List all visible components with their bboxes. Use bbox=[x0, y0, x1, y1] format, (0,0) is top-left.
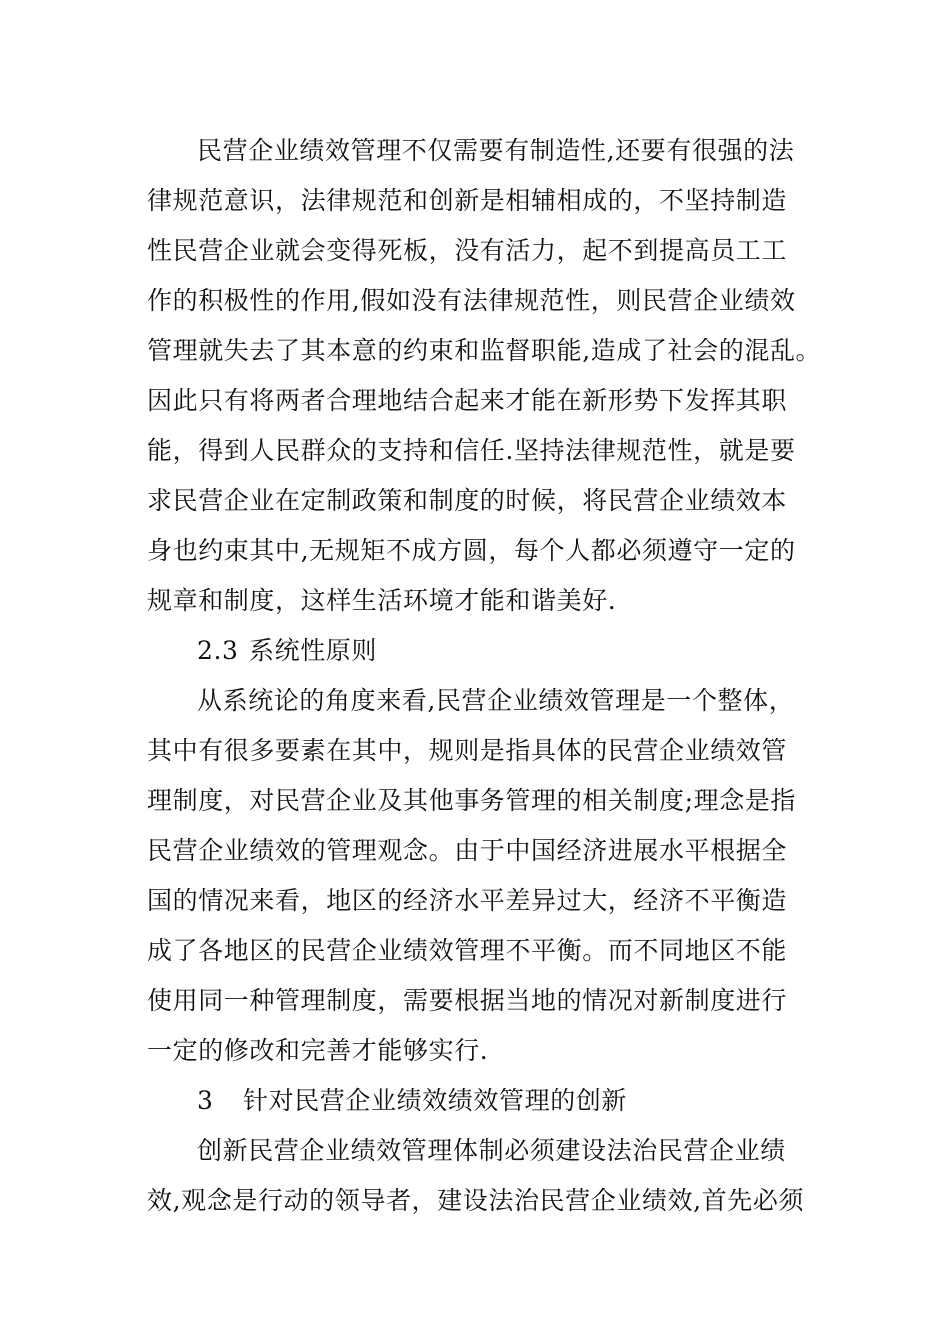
text-line: 使用同一种管理制度，需要根据当地的情况对新制度进行 bbox=[147, 986, 788, 1015]
text-line: 求民营企业在定制政策和制度的时候，将民营企业绩效本 bbox=[147, 486, 788, 515]
section-number: 3 bbox=[197, 1086, 214, 1115]
text-line: 因此只有将两者合理地结合起来才能在新形势下发挥其职 bbox=[147, 386, 788, 415]
text-line: 律规范意识，法律规范和创新是相辅相成的，不坚持制造 bbox=[147, 186, 788, 215]
text-line: 一定的修改和完善才能够实行. bbox=[147, 1036, 489, 1065]
text-line: 民营企业绩效的管理观念。由于中国经济进展水平根据全 bbox=[147, 836, 788, 865]
section-heading-3 bbox=[147, 1076, 807, 1126]
section-heading-2-3 bbox=[147, 626, 807, 676]
text-line: 成了各地区的民营企业绩效管理不平衡。而不同地区不能 bbox=[147, 936, 788, 965]
paragraph-legal-norms bbox=[147, 126, 822, 626]
text-line: 效,观念是行动的领导者，建设法治民营企业绩效,首先必须 bbox=[147, 1186, 805, 1215]
text-line: 规章和制度，这样生活环境才能和谐美好. bbox=[147, 586, 617, 615]
text-line: 作的积极性的作用,假如没有法律规范性，则民营企业绩效 bbox=[147, 286, 796, 315]
document-page bbox=[147, 126, 822, 1226]
text-line: 理制度，对民营企业及其他事务管理的相关制度;理念是指 bbox=[147, 786, 797, 815]
text-line: 其中有很多要素在其中，规则是指具体的民营企业绩效管 bbox=[147, 736, 788, 765]
text-line: 性民营企业就会变得死板，没有活力，起不到提高员工工 bbox=[147, 236, 788, 265]
paragraph-innovation bbox=[147, 1126, 807, 1226]
text-line: 身也约束其中,无规矩不成方圆，每个人都必须遵守一定的 bbox=[147, 536, 796, 565]
section-title: 系统性原则 bbox=[249, 636, 378, 665]
text-line: 能，得到人民群众的支持和信任.坚持法律规范性，就是要 bbox=[147, 436, 796, 465]
text-line: 创新民营企业绩效管理体制必须建设法治民营企业绩 bbox=[197, 1136, 786, 1165]
paragraph-systemic-principle bbox=[147, 676, 807, 1076]
text-line: 从系统论的角度来看,民营企业绩效管理是一个整体， bbox=[197, 686, 795, 715]
text-line: 民营企业绩效管理不仅需要有制造性,还要有很强的法 bbox=[197, 136, 795, 165]
text-line: 国的情况来看，地区的经济水平差异过大，经济不平衡造 bbox=[147, 886, 788, 915]
section-number: 2.3 bbox=[197, 636, 239, 665]
section-title: 针对民营企业绩效绩效管理的创新 bbox=[243, 1086, 628, 1115]
text-line: 管理就失去了其本意的约束和监督职能,造成了社会的混乱。 bbox=[147, 336, 822, 365]
